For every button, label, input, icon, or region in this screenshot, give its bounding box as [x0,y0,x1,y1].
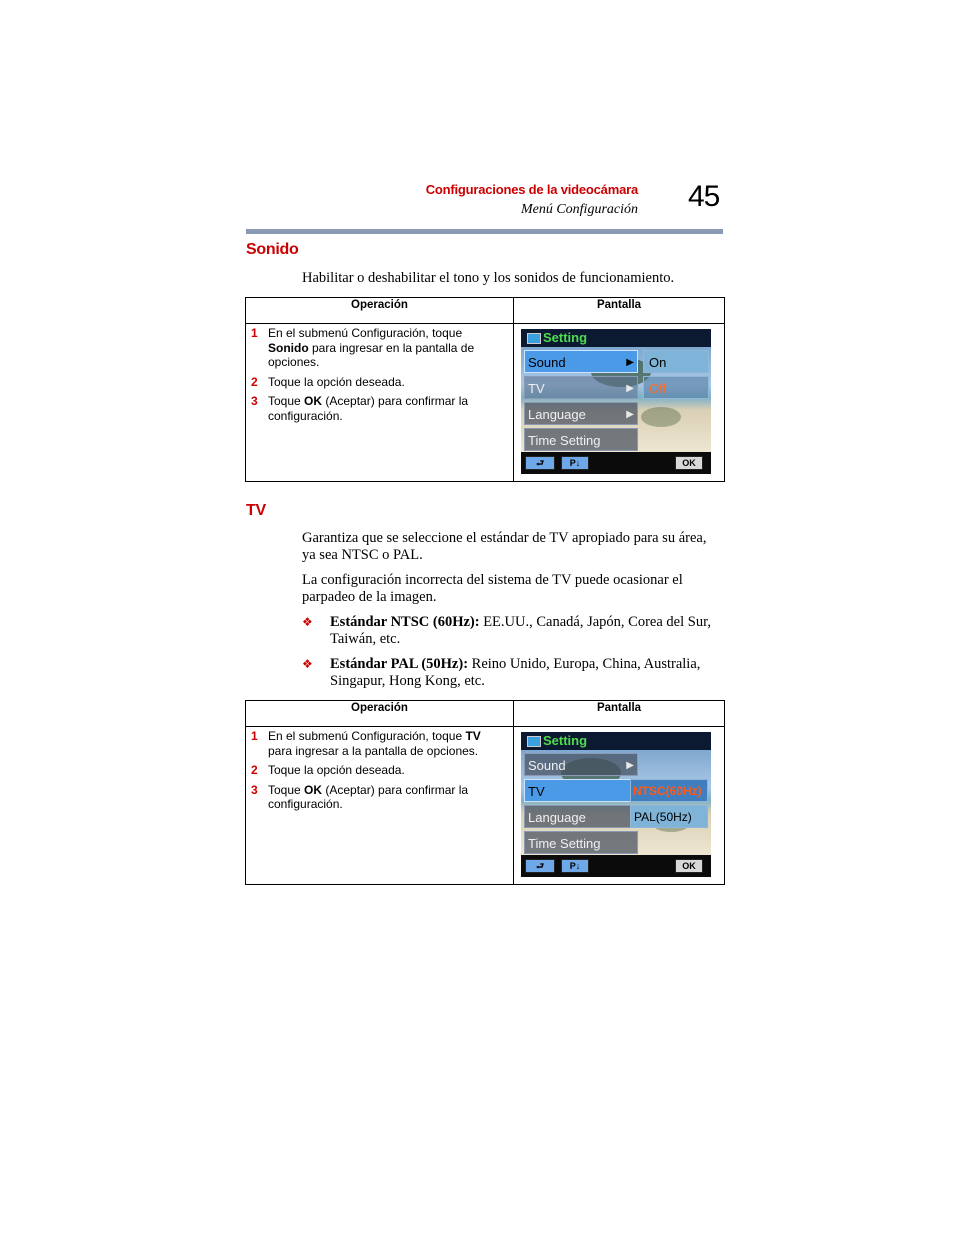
chapter-title: Configuraciones de la videocámara [425,182,638,197]
arrow-right-icon: ▶ [626,357,634,368]
arrow-right-icon: ▶ [626,409,634,420]
option-pal[interactable]: PAL(50Hz) [630,805,708,828]
screen-cell [514,727,725,885]
screen-column-header: Pantalla [514,701,725,727]
menu-item-language[interactable]: Language ▶ [524,402,638,425]
screen-key-bar [521,855,711,877]
operation-column-header: Operación [246,701,514,727]
bullet-pal: ❖ Estándar PAL (50Hz): Reino Unido, Europa, China, Australia, Singapur, Hong Kong, etc. [302,656,701,689]
camera-screen [521,329,711,474]
section-subtitle: Menú Configuración [520,202,638,217]
tv-paragraph-1: Garantiza que se seleccione el estándar de TV apropiado para su área, ya sea NTSC o PAL. [302,530,707,563]
back-key[interactable]: ⮐ [525,859,555,873]
diamond-bullet-icon: ❖ [302,615,313,629]
bullet-ntsc: ❖ Estándar NTSC (60Hz): EE.UU., Canadá, Japón, Corea del Sur, Taiwán, etc. [302,614,711,647]
ok-key[interactable]: OK [675,456,703,470]
step-item: 3 Toque OK (Aceptar) para confirmar la configuración. [251,782,469,811]
arrow-right-icon: ▶ [626,383,634,394]
menu-item-tv[interactable]: TV [524,779,638,802]
tv-heading: TV [246,502,266,519]
screen-cell [514,324,725,482]
menu-item-language[interactable]: Language [524,805,638,828]
menu-item-time-setting[interactable]: Time Setting [524,428,638,451]
step-item: 2 Toque la opción deseada. [251,374,405,389]
menu-item-tv[interactable]: TV ▶ [524,376,638,399]
screen-column-header: Pantalla [514,298,725,324]
tv-table [245,700,725,885]
camera-screen [521,732,711,877]
option-off[interactable]: Off [643,376,709,399]
option-ntsc[interactable]: NTSC(60Hz) [630,779,708,802]
header-rule [246,229,723,234]
menu-item-time-setting[interactable]: Time Setting [524,831,638,854]
menu-item-sound[interactable]: Sound ▶ [524,753,638,776]
diamond-bullet-icon: ❖ [302,657,313,671]
screen-key-bar [521,452,711,474]
operation-cell [246,324,514,482]
step-item: 3 Toque OK (Aceptar) para confirmar la configuración. [251,394,469,423]
screen-title-bar [521,329,711,347]
option-on[interactable]: On [643,350,709,373]
screen-title-bar [521,732,711,750]
page-down-key[interactable]: P↓ [561,456,589,470]
camera-icon [527,333,541,344]
sonido-description: Habilitar o deshabilitar el tono y los sonidos de funcionamiento. [302,270,675,286]
sonido-heading: Sonido [246,241,299,258]
screen-title: Setting [543,330,588,345]
step-item: 2 Toque la opción deseada. [251,763,405,777]
step-item: 1 En el submenú Configuración, toque TV para ingresar a la pantalla de opciones. [251,729,481,758]
arrow-right-icon: ▶ [626,760,634,771]
page-down-key[interactable]: P↓ [561,859,589,873]
ok-key[interactable]: OK [675,859,703,873]
step-item: 1 En el submenú Configuración, toque Sonido para ingresar en la pantalla de opciones. [251,326,475,369]
camera-icon [527,736,541,747]
page-number: 45 [688,180,720,213]
operation-column-header: Operación [246,298,514,324]
sonido-table [245,297,725,482]
menu-item-sound[interactable]: Sound ▶ [524,350,638,373]
operation-cell [246,727,514,885]
back-key[interactable]: ⮐ [525,456,555,470]
screen-title: Setting [543,733,588,748]
tv-paragraph-2: La configuración incorrecta del sistema de TV puede ocasionar el parpadeo de la imagen. [302,572,683,605]
